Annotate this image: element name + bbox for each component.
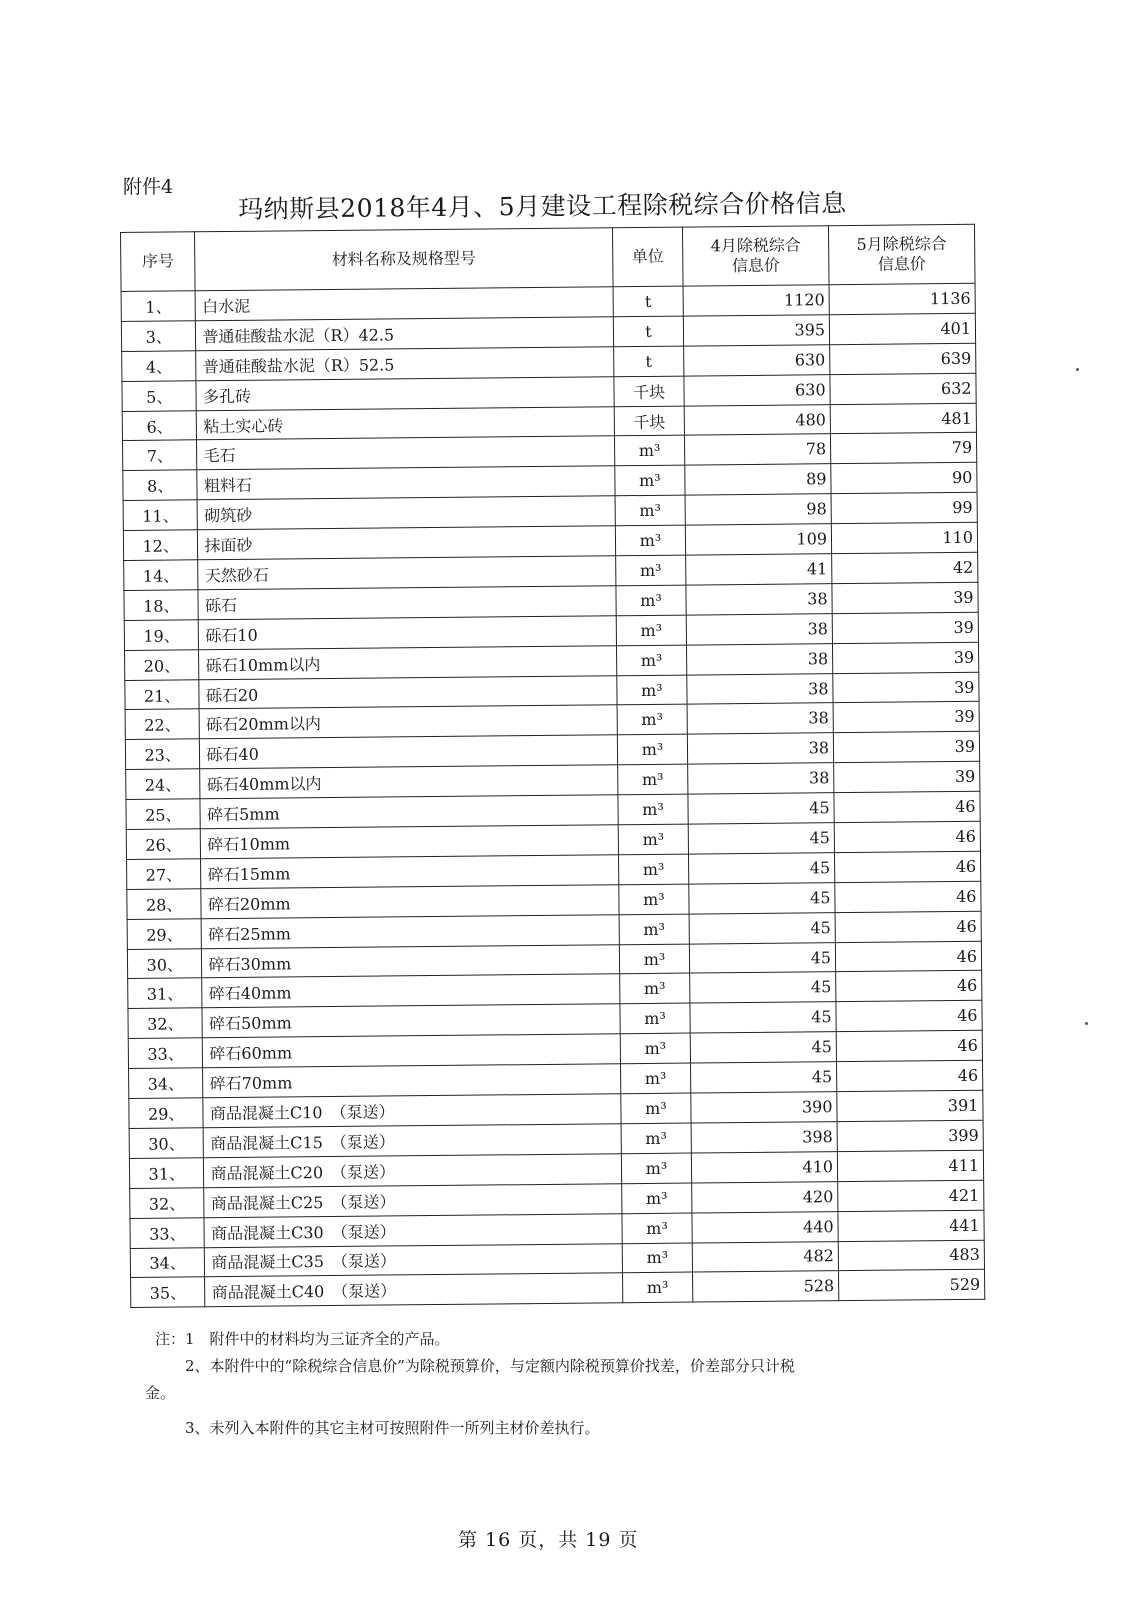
cell-unit: 千块	[614, 376, 685, 407]
cell-no: 12、	[123, 530, 198, 561]
note-2: 2、本附件中的“除税综合信息价”为除税预算价，与定额内除税预算价找差，价差部分只计税	[185, 1357, 795, 1375]
cell-name: 商品混凝土C15 （泵送）	[204, 1124, 622, 1158]
cell-may: 421	[838, 1180, 984, 1211]
cell-name: 碎石70mm	[203, 1064, 621, 1098]
cell-unit: m³	[617, 764, 688, 795]
cell-unit: m³	[621, 1123, 692, 1154]
cell-may: 90	[831, 463, 977, 494]
cell-unit: m³	[616, 615, 687, 646]
cell-april: 528	[693, 1271, 839, 1302]
cell-no: 4、	[122, 351, 197, 382]
cell-unit: m³	[620, 1033, 691, 1064]
cell-april: 38	[687, 673, 833, 704]
cell-may: 411	[837, 1150, 983, 1181]
cell-no: 24、	[126, 769, 201, 800]
cell-may: 639	[830, 343, 976, 374]
cell-name: 普通硅酸盐水泥（R）52.5	[196, 347, 614, 381]
cell-may: 39	[833, 672, 979, 703]
cell-april: 41	[686, 554, 832, 585]
price-table-wrapper	[120, 224, 985, 1308]
cell-april: 38	[686, 613, 832, 644]
cell-unit: m³	[619, 944, 690, 975]
cell-april: 482	[692, 1241, 838, 1272]
cell-name: 砾石10	[199, 616, 617, 650]
cell-name: 碎石25mm	[202, 914, 620, 948]
cell-unit: m³	[622, 1272, 693, 1303]
cell-may: 39	[833, 732, 979, 763]
price-table	[120, 224, 985, 1308]
cell-unit: m³	[621, 1093, 692, 1124]
cell-april: 38	[687, 643, 833, 674]
cell-may: 632	[830, 373, 976, 404]
cell-may: 441	[838, 1210, 984, 1241]
cell-unit: m³	[618, 854, 689, 885]
cell-unit: m³	[616, 645, 687, 676]
cell-may: 401	[829, 313, 975, 344]
notes-section	[145, 1326, 965, 1442]
cell-no: 19、	[124, 620, 199, 651]
cell-name: 碎石15mm	[201, 855, 619, 889]
cell-april: 109	[685, 524, 831, 555]
cell-may: 46	[836, 1031, 982, 1062]
cell-april: 1120	[683, 285, 829, 316]
cell-unit: m³	[620, 1063, 691, 1094]
cell-april: 38	[686, 584, 832, 615]
cell-name: 砾石10mm以内	[199, 645, 617, 679]
cell-no: 32、	[130, 1187, 205, 1218]
cell-no: 29、	[127, 918, 202, 949]
cell-name: 砾石	[198, 586, 616, 620]
cell-april: 45	[689, 912, 835, 943]
cell-no: 35、	[131, 1277, 206, 1308]
cell-name: 天然砂石	[198, 556, 616, 590]
cell-may: 46	[836, 1001, 982, 1032]
cell-name: 普通硅酸盐水泥（R）42.5	[196, 317, 614, 351]
cell-no: 31、	[128, 978, 203, 1009]
annex-label: 附件4	[123, 176, 174, 198]
cell-unit: m³	[617, 734, 688, 765]
cell-unit: m³	[615, 525, 686, 556]
cell-may: 399	[837, 1120, 983, 1151]
cell-unit: m³	[615, 555, 686, 586]
cell-no: 32、	[128, 1008, 203, 1039]
cell-no: 6、	[122, 410, 197, 441]
cell-april: 38	[688, 733, 834, 764]
cell-may: 46	[835, 881, 981, 912]
cell-april: 89	[685, 464, 831, 495]
cell-april: 45	[690, 942, 836, 973]
cell-no: 33、	[128, 1038, 203, 1069]
cell-may: 46	[837, 1060, 983, 1091]
cell-no: 1、	[121, 291, 196, 322]
cell-no: 14、	[124, 560, 199, 591]
cell-april: 45	[689, 882, 835, 913]
cell-name: 碎石40mm	[202, 974, 620, 1008]
cell-unit: m³	[617, 675, 688, 706]
cell-may: 46	[835, 911, 981, 942]
cell-may: 39	[832, 582, 978, 613]
cell-no: 11、	[123, 500, 198, 531]
cell-april: 98	[685, 494, 831, 525]
cell-may: 39	[833, 642, 979, 673]
cell-april: 398	[691, 1122, 837, 1153]
cell-may: 39	[833, 702, 979, 733]
cell-may: 39	[832, 612, 978, 643]
cell-may: 46	[834, 821, 980, 852]
cell-name: 碎石5mm	[200, 795, 618, 829]
cell-may: 46	[835, 941, 981, 972]
cell-unit: t	[613, 316, 684, 347]
cell-unit: m³	[614, 436, 685, 467]
cell-may: 1136	[829, 283, 975, 314]
cell-april: 395	[683, 315, 829, 346]
page-footer: 第 16 页，共 19 页	[458, 1529, 639, 1551]
cell-name: 粗料石	[197, 466, 615, 500]
table-header-row	[121, 224, 976, 291]
table-body	[121, 283, 985, 1307]
cell-no: 31、	[129, 1158, 204, 1189]
note-1: 注：1 附件中的材料均为三证齐全的产品。	[155, 1330, 450, 1348]
cell-no: 8、	[123, 470, 198, 501]
cell-unit: m³	[618, 824, 689, 855]
cell-may: 46	[836, 971, 982, 1002]
note-3: 3、未列入本附件的其它主材可按照附件一所列主材价差执行。	[185, 1419, 600, 1437]
cell-april: 630	[684, 344, 830, 375]
cell-name: 砾石20mm以内	[200, 705, 618, 739]
cell-name: 砾石40	[200, 735, 618, 769]
cell-april: 420	[692, 1181, 838, 1212]
cell-unit: m³	[619, 884, 690, 915]
cell-april: 390	[691, 1092, 837, 1123]
cell-unit: 千块	[614, 406, 685, 437]
cell-unit: m³	[622, 1213, 693, 1244]
cell-name: 多孔砖	[196, 376, 614, 410]
cell-april: 45	[691, 1062, 837, 1093]
cell-april: 440	[692, 1211, 838, 1242]
cell-may: 46	[834, 791, 980, 822]
cell-name: 抹面砂	[198, 526, 616, 560]
cell-name: 碎石20mm	[201, 885, 619, 919]
cell-name: 碎石50mm	[202, 1004, 620, 1038]
cell-no: 25、	[126, 799, 201, 830]
cell-may: 42	[832, 552, 978, 583]
note-2-continued: 金。	[145, 1384, 176, 1402]
cell-name: 砌筑砂	[198, 496, 616, 530]
cell-no: 3、	[121, 321, 196, 352]
cell-name: 白水泥	[196, 287, 614, 321]
cell-may: 110	[831, 522, 977, 553]
cell-may: 529	[839, 1270, 985, 1301]
cell-may: 46	[835, 851, 981, 882]
cell-unit: m³	[621, 1183, 692, 1214]
cell-name: 粘土实心砖	[197, 406, 615, 440]
cell-unit: m³	[619, 974, 690, 1005]
cell-name: 商品混凝土C35 （泵送）	[205, 1243, 623, 1277]
cell-no: 33、	[130, 1217, 205, 1248]
header-name: 材料名称及规格型号	[195, 228, 613, 291]
cell-no: 21、	[125, 679, 200, 710]
cell-name: 砾石40mm以内	[200, 765, 618, 799]
cell-unit: m³	[618, 794, 689, 825]
cell-april: 45	[690, 1032, 836, 1063]
cell-unit: m³	[620, 1003, 691, 1034]
cell-no: 29、	[129, 1098, 204, 1129]
cell-no: 30、	[127, 948, 202, 979]
header-april	[683, 226, 829, 286]
scan-speck	[1085, 1022, 1088, 1025]
cell-unit: m³	[615, 465, 686, 496]
cell-may: 99	[831, 493, 977, 524]
cell-name: 商品混凝土C40 （泵送）	[205, 1273, 623, 1307]
cell-name: 砾石20	[199, 675, 617, 709]
cell-unit: m³	[619, 914, 690, 945]
header-april-text: 4月除税综合信息价	[710, 235, 801, 276]
cell-no: 5、	[122, 380, 197, 411]
cell-april: 38	[687, 703, 833, 734]
cell-name: 碎石60mm	[203, 1034, 621, 1068]
header-may-text: 5月除税综合信息价	[856, 234, 947, 274]
cell-no: 34、	[129, 1068, 204, 1099]
cell-no: 22、	[125, 709, 200, 740]
cell-may: 481	[830, 403, 976, 434]
cell-name: 碎石30mm	[202, 944, 620, 978]
cell-no: 7、	[123, 440, 198, 471]
scan-speck	[1076, 368, 1079, 371]
cell-april: 45	[688, 823, 834, 854]
cell-name: 商品混凝土C10 （泵送）	[203, 1094, 621, 1128]
cell-name: 毛石	[197, 436, 615, 470]
cell-no: 26、	[126, 829, 201, 860]
page-title: 玛纳斯县2018年4月、5月建设工程除税综合价格信息	[238, 188, 847, 224]
header-may	[829, 224, 976, 284]
cell-no: 20、	[125, 649, 200, 680]
cell-unit: m³	[615, 495, 686, 526]
cell-april: 78	[685, 434, 831, 465]
cell-may: 483	[838, 1240, 984, 1271]
cell-april: 410	[692, 1151, 838, 1182]
cell-no: 34、	[130, 1247, 205, 1278]
cell-unit: t	[613, 286, 684, 317]
cell-name: 商品混凝土C30 （泵送）	[204, 1213, 622, 1247]
cell-name: 商品混凝土C20 （泵送）	[204, 1154, 622, 1188]
cell-april: 630	[684, 374, 830, 405]
cell-april: 45	[688, 793, 834, 824]
header-unit: 单位	[612, 227, 683, 287]
header-no: 序号	[121, 232, 196, 292]
cell-april: 45	[689, 853, 835, 884]
cell-no: 27、	[127, 859, 202, 890]
cell-april: 38	[688, 763, 834, 794]
cell-no: 30、	[129, 1128, 204, 1159]
cell-unit: m³	[621, 1153, 692, 1184]
cell-name: 商品混凝土C25 （泵送）	[204, 1183, 622, 1217]
cell-may: 79	[831, 433, 977, 464]
cell-unit: t	[613, 346, 684, 377]
cell-april: 45	[690, 972, 836, 1003]
cell-may: 391	[837, 1090, 983, 1121]
cell-april: 45	[690, 1002, 836, 1033]
cell-name: 碎石10mm	[201, 825, 619, 859]
cell-no: 18、	[124, 590, 199, 621]
cell-may: 39	[834, 762, 980, 793]
cell-unit: m³	[622, 1243, 693, 1274]
cell-no: 28、	[127, 889, 202, 920]
cell-no: 23、	[125, 739, 200, 770]
cell-april: 480	[684, 404, 830, 435]
cell-unit: m³	[617, 705, 688, 736]
cell-unit: m³	[616, 585, 687, 616]
